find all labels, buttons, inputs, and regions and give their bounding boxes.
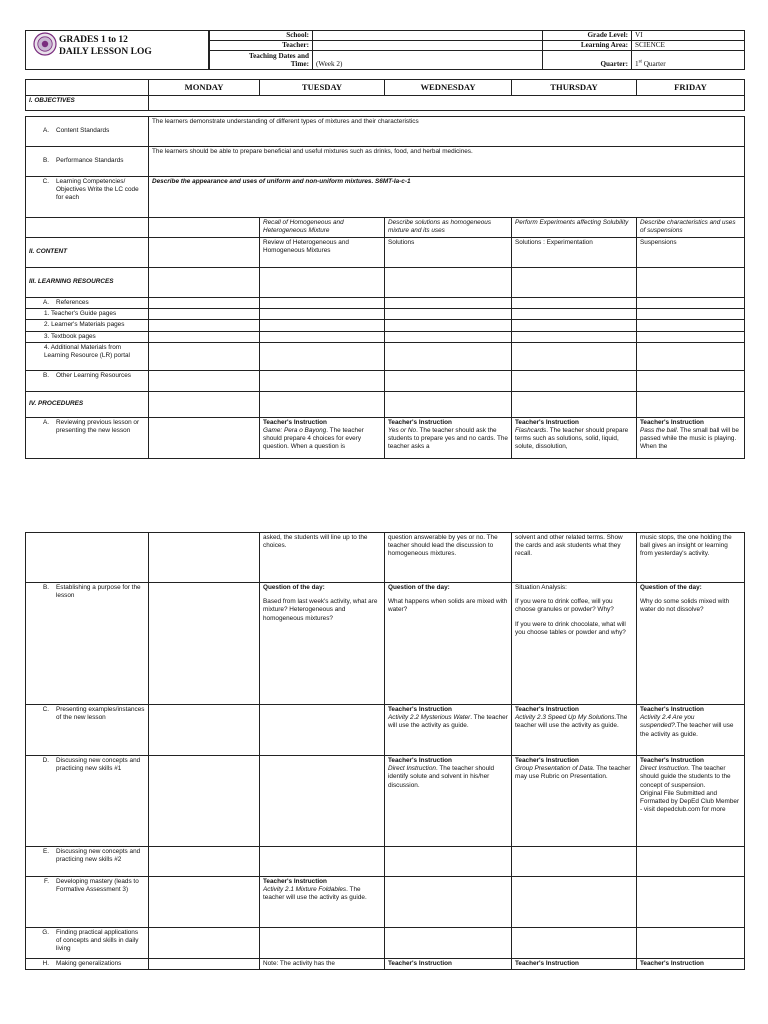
question-of-day-heading: Question of the day: bbox=[388, 584, 450, 591]
teacher-label: Teacher: bbox=[210, 41, 313, 51]
other-resources-tuesday[interactable] bbox=[260, 370, 385, 391]
lesson-log-table-page1 bbox=[25, 79, 745, 459]
day-wednesday: WEDNESDAY bbox=[385, 80, 512, 96]
presenting-monday[interactable] bbox=[149, 705, 260, 756]
mastery-tuesday-activity: Activity 2.1 Mixture Foldables bbox=[263, 886, 347, 894]
review-thursday[interactable] bbox=[512, 417, 637, 458]
objectives-row bbox=[26, 96, 745, 111]
content-monday[interactable] bbox=[149, 238, 260, 268]
day-header-blank bbox=[26, 80, 149, 96]
additional-materials-tuesday[interactable] bbox=[260, 342, 385, 370]
performance-standards-text: Performance Standards bbox=[56, 157, 124, 165]
teaching-dates-label-2: Time: bbox=[290, 60, 309, 69]
presenting-thursday-text: The teacher will use the activity as guide. bbox=[515, 714, 628, 730]
competencies-label bbox=[26, 177, 149, 218]
purpose-wednesday[interactable] bbox=[385, 583, 512, 705]
review-continued-tuesday[interactable]: asked, the students will line up to the choices. bbox=[260, 533, 385, 583]
procedures-thursday[interactable] bbox=[512, 391, 637, 417]
learning-area-field[interactable]: SCIENCE bbox=[632, 41, 745, 51]
purpose-thursday[interactable] bbox=[512, 583, 637, 705]
mastery-friday[interactable] bbox=[637, 877, 745, 928]
discussing1-friday[interactable] bbox=[637, 756, 745, 847]
presenting-friday-text: The teacher will use the activity as guide. bbox=[640, 722, 734, 738]
performance-standards-label bbox=[26, 147, 149, 177]
performance-standards-row bbox=[26, 147, 745, 177]
presenting-index: C. bbox=[42, 706, 49, 713]
lm-wednesday[interactable] bbox=[385, 320, 512, 331]
form-title-line2: DAILY LESSON LOG bbox=[59, 47, 152, 57]
references-label bbox=[26, 298, 149, 309]
review-tuesday-activity: Game: Pera o Bayong bbox=[263, 426, 327, 434]
day-monday: MONDAY bbox=[149, 80, 260, 96]
procedures-wednesday[interactable] bbox=[385, 391, 512, 417]
other-resources-row bbox=[26, 370, 745, 391]
teacher-instruction-heading: Teacher's Instruction bbox=[263, 418, 327, 426]
teacher-instruction-heading: Teacher's Instruction bbox=[388, 418, 452, 426]
discussing2-thursday[interactable] bbox=[512, 847, 637, 877]
resources-friday[interactable] bbox=[637, 268, 745, 298]
textbook-friday[interactable] bbox=[637, 331, 745, 342]
lc-wednesday[interactable]: Describe solutions as homogeneous mixture and its uses bbox=[385, 218, 512, 238]
content-heading: II. CONTENT bbox=[26, 238, 149, 268]
presenting-row bbox=[26, 705, 745, 756]
situation-analysis-heading: Situation Analysis: bbox=[515, 584, 567, 591]
content-standards-text: Content Standards bbox=[56, 127, 110, 135]
other-resources-monday[interactable] bbox=[149, 370, 260, 391]
lesson-log-table-page2 bbox=[25, 532, 745, 970]
discussing1-tuesday[interactable] bbox=[260, 756, 385, 847]
presenting-text: Presenting examples/instances of the new lesson bbox=[56, 706, 145, 722]
discussing2-label bbox=[26, 847, 149, 877]
discussing1-thursday-activity: Group Presentation of Data bbox=[515, 765, 593, 773]
references-monday[interactable] bbox=[149, 298, 260, 309]
content-standards-value[interactable]: The learners demonstrate understanding of different types of mixtures and their characteristics bbox=[149, 117, 745, 147]
teaching-dates-label-1: Teaching Dates and bbox=[248, 52, 309, 61]
tg-label: 1. Teacher's Guide pages bbox=[26, 309, 149, 320]
teacher-instruction-heading: Teacher's Instruction bbox=[640, 706, 704, 713]
generalizations-row bbox=[26, 959, 745, 970]
other-resources-index: B. bbox=[42, 371, 49, 379]
school-label: School: bbox=[210, 31, 313, 41]
mastery-tuesday[interactable] bbox=[260, 877, 385, 928]
school-field[interactable] bbox=[313, 31, 543, 41]
generalizations-label bbox=[26, 959, 149, 970]
presenting-friday[interactable] bbox=[637, 705, 745, 756]
review-continued-friday[interactable]: music stops, the one holding the ball gives an insight or learning from yesterday's activity. bbox=[637, 533, 745, 583]
review-continued-wednesday[interactable]: question answerable by yes or no. The teacher should lead the discussion to homogeneous mixtures. bbox=[385, 533, 512, 583]
content-friday[interactable]: Suspensions bbox=[637, 238, 745, 268]
purpose-wednesday-text: What happens when solids are mixed with water? bbox=[388, 598, 508, 614]
mastery-label bbox=[26, 877, 149, 928]
presenting-thursday-activity: Activity 2.3 Speed Up My Solutions. bbox=[515, 714, 617, 722]
content-thursday[interactable]: Solutions : Experimentation bbox=[512, 238, 637, 268]
content-standards-label bbox=[26, 117, 149, 147]
presenting-tuesday[interactable] bbox=[260, 705, 385, 756]
day-header-row bbox=[26, 80, 745, 96]
lc-days-row bbox=[26, 218, 745, 238]
presenting-thursday[interactable] bbox=[512, 705, 637, 756]
day-friday: FRIDAY bbox=[637, 80, 745, 96]
review-tuesday-text: . The teacher should prepare 4 choices for every question. When a question is bbox=[263, 426, 364, 451]
discussing1-thursday[interactable] bbox=[512, 756, 637, 847]
discussing1-text: Discussing new concepts and practicing new skills #1 bbox=[56, 757, 141, 773]
tg-friday[interactable] bbox=[637, 309, 745, 320]
discussing1-thursday-text: . The teacher may use Rubric on Presentation. bbox=[515, 765, 631, 781]
applications-row bbox=[26, 928, 745, 959]
question-of-day-heading: Question of the day: bbox=[640, 584, 702, 591]
generalizations-monday[interactable] bbox=[149, 959, 260, 970]
day-tuesday: TUESDAY bbox=[260, 80, 385, 96]
resources-tuesday[interactable] bbox=[260, 268, 385, 298]
generalizations-thursday[interactable]: Teacher's Instruction bbox=[512, 959, 637, 970]
other-resources-label bbox=[26, 370, 149, 391]
quarter-suffix: st bbox=[638, 59, 642, 65]
discussing1-friday-text: . The teacher should guide the students to the concept of suspension. bbox=[640, 765, 731, 789]
discussing2-index: E. bbox=[42, 848, 49, 855]
additional-materials-wednesday[interactable] bbox=[385, 342, 512, 370]
teacher-field[interactable] bbox=[313, 41, 543, 51]
discussing2-monday[interactable] bbox=[149, 847, 260, 877]
purpose-tuesday[interactable] bbox=[260, 583, 385, 705]
references-index: A. bbox=[42, 299, 49, 306]
form-title-line1: GRADES 1 to 12 bbox=[59, 35, 128, 45]
discussing1-wednesday-activity: Direct Instruction bbox=[388, 765, 436, 773]
review-continued-label bbox=[26, 533, 149, 583]
purpose-text: Establishing a purpose for the lesson bbox=[56, 584, 141, 600]
review-wednesday-activity: Yes or No bbox=[388, 426, 417, 434]
other-resources-text: Other Learning Resources bbox=[56, 371, 131, 379]
applications-friday[interactable] bbox=[637, 928, 745, 959]
textbook-wednesday[interactable] bbox=[385, 331, 512, 342]
content-row bbox=[26, 238, 745, 268]
references-tuesday[interactable] bbox=[260, 298, 385, 309]
teacher-instruction-heading: Teacher's Instruction bbox=[515, 757, 579, 764]
teacher-instruction-heading: Teacher's Instruction bbox=[388, 706, 452, 713]
discussing1-index: D. bbox=[42, 757, 49, 764]
review-wednesday[interactable] bbox=[385, 417, 512, 458]
competencies-index: C. bbox=[42, 178, 49, 185]
discussing1-label bbox=[26, 756, 149, 847]
procedures-heading: IV. PROCEDURES bbox=[26, 391, 149, 417]
discussing2-row bbox=[26, 847, 745, 877]
mastery-row bbox=[26, 877, 745, 928]
lm-thursday[interactable] bbox=[512, 320, 637, 331]
resources-heading: III. LEARNING RESOURCES bbox=[26, 268, 149, 298]
presenting-wednesday-text: . The teacher will use the activity as guide. bbox=[388, 714, 508, 730]
lc-monday[interactable] bbox=[149, 218, 260, 238]
textbook-tuesday[interactable] bbox=[260, 331, 385, 342]
generalizations-index: H. bbox=[42, 960, 49, 967]
presenting-friday-activity: Activity 2.4 Are you suspended?. bbox=[640, 714, 695, 730]
discussing1-row bbox=[26, 756, 745, 847]
purpose-friday[interactable] bbox=[637, 583, 745, 705]
discussing2-text: Discussing new concepts and practicing new skills #2 bbox=[56, 848, 141, 864]
other-resources-wednesday[interactable] bbox=[385, 370, 512, 391]
tg-monday[interactable] bbox=[149, 309, 260, 320]
generalizations-friday[interactable]: Teacher's Instruction bbox=[637, 959, 745, 970]
content-standards-row bbox=[26, 117, 745, 147]
day-thursday: THURSDAY bbox=[512, 80, 637, 96]
generalizations-text: Making generalizations bbox=[56, 960, 122, 967]
discussing2-tuesday[interactable] bbox=[260, 847, 385, 877]
lm-monday[interactable] bbox=[149, 320, 260, 331]
lc-days-label bbox=[26, 218, 149, 238]
applications-index: G. bbox=[42, 929, 49, 936]
generalizations-wednesday[interactable]: Teacher's Instruction bbox=[385, 959, 512, 970]
references-text: References bbox=[56, 299, 89, 306]
applications-text: Finding practical applications of concepts and skills in daily living bbox=[56, 929, 139, 953]
review-row bbox=[26, 417, 745, 458]
lc-thursday[interactable]: Perform Experiments affecting Solubility bbox=[512, 218, 637, 238]
review-text: Reviewing previous lesson or presenting the new lesson bbox=[56, 418, 140, 434]
purpose-friday-text: Why do some solids mixed with water do not dissolve? bbox=[640, 598, 730, 614]
applications-label bbox=[26, 928, 149, 959]
quarter-label: Quarter: bbox=[543, 51, 632, 70]
applications-tuesday[interactable] bbox=[260, 928, 385, 959]
quarter-field[interactable] bbox=[632, 51, 745, 70]
presenting-label bbox=[26, 705, 149, 756]
learning-area-label: Learning Area: bbox=[543, 41, 632, 51]
content-standards-index: A. bbox=[42, 127, 49, 135]
review-thursday-text: . The teacher should prepare terms such as solutions, solid, liquid, solute, dissolution, bbox=[515, 426, 629, 451]
lm-friday[interactable] bbox=[637, 320, 745, 331]
quarter-word: Quarter bbox=[641, 60, 666, 69]
review-friday-text: . The small ball will be passed while the music is playing. When the bbox=[640, 426, 739, 451]
mastery-index: F. bbox=[44, 878, 49, 885]
teacher-instruction-heading: Teacher's Instruction bbox=[263, 878, 327, 885]
procedures-friday[interactable] bbox=[637, 391, 745, 417]
textbook-thursday[interactable] bbox=[512, 331, 637, 342]
applications-monday[interactable] bbox=[149, 928, 260, 959]
review-index: A. bbox=[42, 418, 49, 426]
objectives-heading: I. OBJECTIVES bbox=[26, 96, 149, 111]
purpose-index: B. bbox=[42, 584, 49, 591]
competencies-text: Learning Competencies/ Objectives Write the LC code for each bbox=[56, 178, 139, 202]
teacher-instruction-heading: Teacher's Instruction bbox=[515, 418, 579, 426]
additional-materials-friday[interactable] bbox=[637, 342, 745, 370]
title-box bbox=[25, 30, 209, 70]
additional-materials-row bbox=[26, 342, 745, 370]
discussing2-friday[interactable] bbox=[637, 847, 745, 877]
resources-monday[interactable] bbox=[149, 268, 260, 298]
tg-thursday[interactable] bbox=[512, 309, 637, 320]
tg-tuesday[interactable] bbox=[260, 309, 385, 320]
resources-row bbox=[26, 268, 745, 298]
textbook-monday[interactable] bbox=[149, 331, 260, 342]
content-wednesday[interactable]: Solutions bbox=[385, 238, 512, 268]
presenting-wednesday[interactable] bbox=[385, 705, 512, 756]
mastery-thursday[interactable] bbox=[512, 877, 637, 928]
teacher-instruction-heading: Teacher's Instruction bbox=[640, 757, 704, 764]
quarter-number: 1 bbox=[635, 60, 639, 69]
teaching-dates-field[interactable]: (Week 2) bbox=[313, 51, 543, 70]
presenting-wednesday-activity: Activity 2.2 Mysterious Water bbox=[388, 714, 471, 722]
mastery-text: Developing mastery (leads to Formative Assessment 3) bbox=[56, 878, 139, 894]
purpose-thursday-text-2: If you were to drink chocolate, what will you choose tables or powder and why? bbox=[515, 620, 626, 636]
competencies-row bbox=[26, 177, 745, 218]
resources-wednesday[interactable] bbox=[385, 268, 512, 298]
review-friday[interactable] bbox=[637, 417, 745, 458]
references-wednesday[interactable] bbox=[385, 298, 512, 309]
references-thursday[interactable] bbox=[512, 298, 637, 309]
additional-materials-thursday[interactable] bbox=[512, 342, 637, 370]
mastery-wednesday[interactable] bbox=[385, 877, 512, 928]
lc-friday[interactable]: Describe characteristics and uses of suspensions bbox=[637, 218, 745, 238]
purpose-tuesday-text: Based from last week's activity, what are mixture? Heterogeneous and homogeneous mixtures? bbox=[263, 598, 378, 622]
review-continued-thursday[interactable]: solvent and other related terms. Show the cards and ask students what they recall. bbox=[512, 533, 637, 583]
applications-thursday[interactable] bbox=[512, 928, 637, 959]
review-wednesday-text: . The teacher should ask the students to prepare yes and no cards. The teacher asks a bbox=[388, 426, 508, 451]
purpose-thursday-text-1: If you were to drink coffee, will you choose granules or powder? Why? bbox=[515, 598, 614, 614]
grade-level-field[interactable]: VI bbox=[632, 31, 745, 41]
applications-wednesday[interactable] bbox=[385, 928, 512, 959]
performance-standards-value[interactable]: The learners should be able to prepare beneficial and useful mixtures such as drinks, food, and herbal medicines. bbox=[149, 147, 745, 177]
generalizations-tuesday[interactable]: Note: The activity has the bbox=[260, 959, 385, 970]
review-continued-row bbox=[26, 533, 745, 583]
references-row bbox=[26, 298, 745, 309]
review-thursday-activity: Flashcards bbox=[515, 426, 547, 434]
resources-thursday[interactable] bbox=[512, 268, 637, 298]
question-of-day-heading: Question of the day: bbox=[263, 584, 325, 591]
review-label bbox=[26, 417, 149, 458]
additional-materials-monday[interactable] bbox=[149, 342, 260, 370]
purpose-row bbox=[26, 583, 745, 705]
lm-row bbox=[26, 320, 745, 331]
discussing1-wednesday-text: . The teacher should identify solute and solvent in his/her discussion. bbox=[388, 765, 495, 789]
other-resources-friday[interactable] bbox=[637, 370, 745, 391]
teacher-instruction-heading: Teacher's Instruction bbox=[515, 706, 579, 713]
lm-label: 2. Learner's Materials pages bbox=[26, 320, 149, 331]
review-friday-activity: Pass the ball bbox=[640, 426, 677, 434]
references-friday[interactable] bbox=[637, 298, 745, 309]
tg-wednesday[interactable] bbox=[385, 309, 512, 320]
discussing1-monday[interactable] bbox=[149, 756, 260, 847]
discussing1-wednesday[interactable] bbox=[385, 756, 512, 847]
lc-tuesday[interactable]: Recall of Homogeneous and Heterogeneous Mixture bbox=[260, 218, 385, 238]
discussing1-friday-activity: Direct Instruction bbox=[640, 765, 688, 773]
header-info-table bbox=[209, 30, 745, 70]
textbook-row bbox=[26, 331, 745, 342]
objectives-cell[interactable] bbox=[149, 96, 745, 111]
discussing2-wednesday[interactable] bbox=[385, 847, 512, 877]
textbook-label: 3. Textbook pages bbox=[26, 331, 149, 342]
procedures-tuesday[interactable] bbox=[260, 391, 385, 417]
additional-materials-label: 4. Additional Materials from Learning Resource (LR) portal bbox=[26, 342, 149, 370]
grade-level-label: Grade Level: bbox=[543, 31, 632, 41]
lm-tuesday[interactable] bbox=[260, 320, 385, 331]
review-continued-monday[interactable] bbox=[149, 533, 260, 583]
purpose-label bbox=[26, 583, 149, 705]
tg-row bbox=[26, 309, 745, 320]
review-tuesday[interactable] bbox=[260, 417, 385, 458]
competencies-value[interactable]: Describe the appearance and uses of uniform and non-uniform mixtures. S6MT-Ia-c-1 bbox=[149, 177, 745, 218]
purpose-monday[interactable] bbox=[149, 583, 260, 705]
teacher-instruction-heading: Teacher's Instruction bbox=[640, 418, 704, 426]
mastery-tuesday-text: . The teacher will use the activity as guide. bbox=[263, 886, 367, 902]
performance-standards-index: B. bbox=[42, 157, 49, 165]
mastery-monday[interactable] bbox=[149, 877, 260, 928]
procedures-monday[interactable] bbox=[149, 391, 260, 417]
other-resources-thursday[interactable] bbox=[512, 370, 637, 391]
teaching-dates-label bbox=[210, 51, 313, 70]
review-monday[interactable] bbox=[149, 417, 260, 458]
procedures-row bbox=[26, 391, 745, 417]
depedclub-note: Original File Submitted and Formatted by DepEd Club Member - visit depedclub.com for more bbox=[640, 789, 740, 814]
content-tuesday[interactable]: Review of Heterogeneous and Homogeneous Mixtures bbox=[260, 238, 385, 268]
teacher-instruction-heading: Teacher's Instruction bbox=[388, 757, 452, 764]
